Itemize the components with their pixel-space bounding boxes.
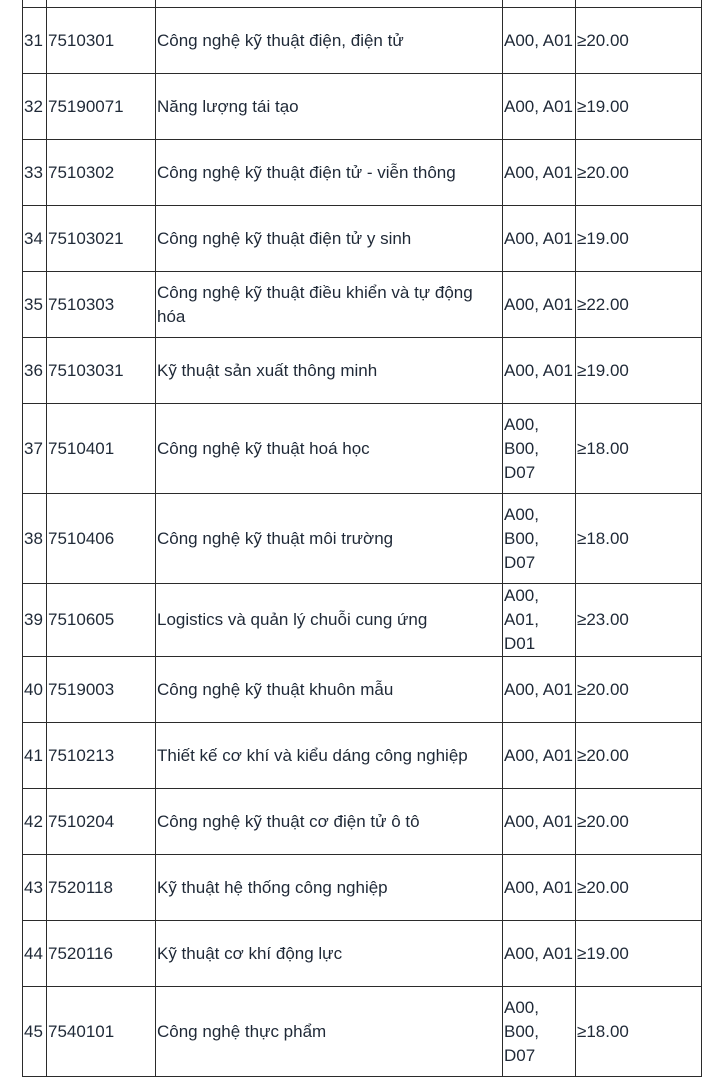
subject-combinations: A00, A01 bbox=[503, 723, 576, 789]
minimum-score: ≥20.00 bbox=[576, 8, 702, 74]
major-name: Công nghệ kỹ thuật môi trường bbox=[156, 494, 503, 584]
row-number: 34 bbox=[23, 206, 47, 272]
major-code: 7510301 bbox=[47, 8, 156, 74]
minimum-score: ≥20.00 bbox=[576, 723, 702, 789]
row-number: 32 bbox=[23, 74, 47, 140]
minimum-score: ≥19.00 bbox=[576, 921, 702, 987]
major-name: Công nghệ thực phẩm bbox=[156, 987, 503, 1077]
subject-combinations: A00, B00, D07 bbox=[503, 494, 576, 584]
minimum-score: ≥19.00 bbox=[576, 74, 702, 140]
major-name: Công nghệ kỹ thuật điện tử - viễn thông bbox=[156, 140, 503, 206]
major-code: 7510302 bbox=[47, 140, 156, 206]
cell-empty bbox=[576, 0, 702, 8]
minimum-score: ≥20.00 bbox=[576, 657, 702, 723]
minimum-score: ≥20.00 bbox=[576, 789, 702, 855]
row-number: 42 bbox=[23, 789, 47, 855]
major-code: 7510406 bbox=[47, 494, 156, 584]
subject-combinations: A00, A01 bbox=[503, 8, 576, 74]
major-name: Công nghệ kỹ thuật điện, điện tử bbox=[156, 8, 503, 74]
table-row bbox=[23, 272, 702, 338]
major-name: Kỹ thuật sản xuất thông minh bbox=[156, 338, 503, 404]
cell-empty bbox=[156, 0, 503, 8]
table-row bbox=[23, 921, 702, 987]
major-code: 7540101 bbox=[47, 987, 156, 1077]
major-name: Công nghệ kỹ thuật cơ điện tử ô tô bbox=[156, 789, 503, 855]
major-name: Kỹ thuật cơ khí động lực bbox=[156, 921, 503, 987]
major-name: Logistics và quản lý chuỗi cung ứng bbox=[156, 584, 503, 657]
row-number: 38 bbox=[23, 494, 47, 584]
row-number: 37 bbox=[23, 404, 47, 494]
admission-score-table-container bbox=[22, 0, 701, 1077]
subject-combinations: A00, A01 bbox=[503, 74, 576, 140]
major-code: 7520116 bbox=[47, 921, 156, 987]
table-row bbox=[23, 140, 702, 206]
major-code: 7510605 bbox=[47, 584, 156, 657]
table-body bbox=[23, 0, 702, 1077]
row-number: 36 bbox=[23, 338, 47, 404]
row-number: 45 bbox=[23, 987, 47, 1077]
admission-score-table bbox=[22, 0, 702, 1077]
minimum-score: ≥18.00 bbox=[576, 987, 702, 1077]
subject-combinations: A00, A01 bbox=[503, 206, 576, 272]
table-row bbox=[23, 8, 702, 74]
subject-combinations: A00, A01 bbox=[503, 789, 576, 855]
major-code: 75103031 bbox=[47, 338, 156, 404]
major-code: 75103021 bbox=[47, 206, 156, 272]
table-row bbox=[23, 855, 702, 921]
subject-combinations: A00, B00, D07 bbox=[503, 987, 576, 1077]
major-name: Công nghệ kỹ thuật hoá học bbox=[156, 404, 503, 494]
subject-combinations: A00, A01 bbox=[503, 338, 576, 404]
major-code: 7510303 bbox=[47, 272, 156, 338]
major-code: 75190071 bbox=[47, 74, 156, 140]
cell-empty bbox=[47, 0, 156, 8]
subject-combinations: A00, A01 bbox=[503, 657, 576, 723]
row-number: 40 bbox=[23, 657, 47, 723]
subject-combinations: A00, A01, D01 bbox=[503, 584, 576, 657]
minimum-score: ≥19.00 bbox=[576, 206, 702, 272]
major-name: Thiết kế cơ khí và kiểu dáng công nghiệp bbox=[156, 723, 503, 789]
major-code: 7519003 bbox=[47, 657, 156, 723]
minimum-score: ≥20.00 bbox=[576, 140, 702, 206]
subject-combinations: A00, A01 bbox=[503, 921, 576, 987]
major-name: Năng lượng tái tạo bbox=[156, 74, 503, 140]
subject-combinations: A00, B00, D07 bbox=[503, 404, 576, 494]
cell-empty bbox=[23, 0, 47, 8]
table-row bbox=[23, 584, 702, 657]
row-number: 39 bbox=[23, 584, 47, 657]
minimum-score: ≥22.00 bbox=[576, 272, 702, 338]
major-code: 7510204 bbox=[47, 789, 156, 855]
table-row bbox=[23, 494, 702, 584]
table-row bbox=[23, 723, 702, 789]
minimum-score: ≥20.00 bbox=[576, 855, 702, 921]
major-name: Công nghệ kỹ thuật điều khiển và tự động hóa bbox=[156, 272, 503, 338]
table-row bbox=[23, 657, 702, 723]
row-number: 33 bbox=[23, 140, 47, 206]
subject-combinations: A00, A01 bbox=[503, 272, 576, 338]
minimum-score: ≥23.00 bbox=[576, 584, 702, 657]
major-name: Công nghệ kỹ thuật khuôn mẫu bbox=[156, 657, 503, 723]
row-number: 41 bbox=[23, 723, 47, 789]
subject-combinations: A00, A01 bbox=[503, 140, 576, 206]
table-row bbox=[23, 74, 702, 140]
major-code: 7510401 bbox=[47, 404, 156, 494]
table-row bbox=[23, 206, 702, 272]
table-row bbox=[23, 987, 702, 1077]
row-number: 35 bbox=[23, 272, 47, 338]
row-number: 43 bbox=[23, 855, 47, 921]
row-number: 44 bbox=[23, 921, 47, 987]
major-name: Kỹ thuật hệ thống công nghiệp bbox=[156, 855, 503, 921]
table-row bbox=[23, 404, 702, 494]
minimum-score: ≥18.00 bbox=[576, 404, 702, 494]
table-row bbox=[23, 789, 702, 855]
minimum-score: ≥19.00 bbox=[576, 338, 702, 404]
table-row-partial bbox=[23, 0, 702, 8]
subject-combinations: A00, A01 bbox=[503, 855, 576, 921]
major-code: 7510213 bbox=[47, 723, 156, 789]
table-row bbox=[23, 338, 702, 404]
cell-empty bbox=[503, 0, 576, 8]
minimum-score: ≥18.00 bbox=[576, 494, 702, 584]
major-code: 7520118 bbox=[47, 855, 156, 921]
row-number: 31 bbox=[23, 8, 47, 74]
major-name: Công nghệ kỹ thuật điện tử y sinh bbox=[156, 206, 503, 272]
